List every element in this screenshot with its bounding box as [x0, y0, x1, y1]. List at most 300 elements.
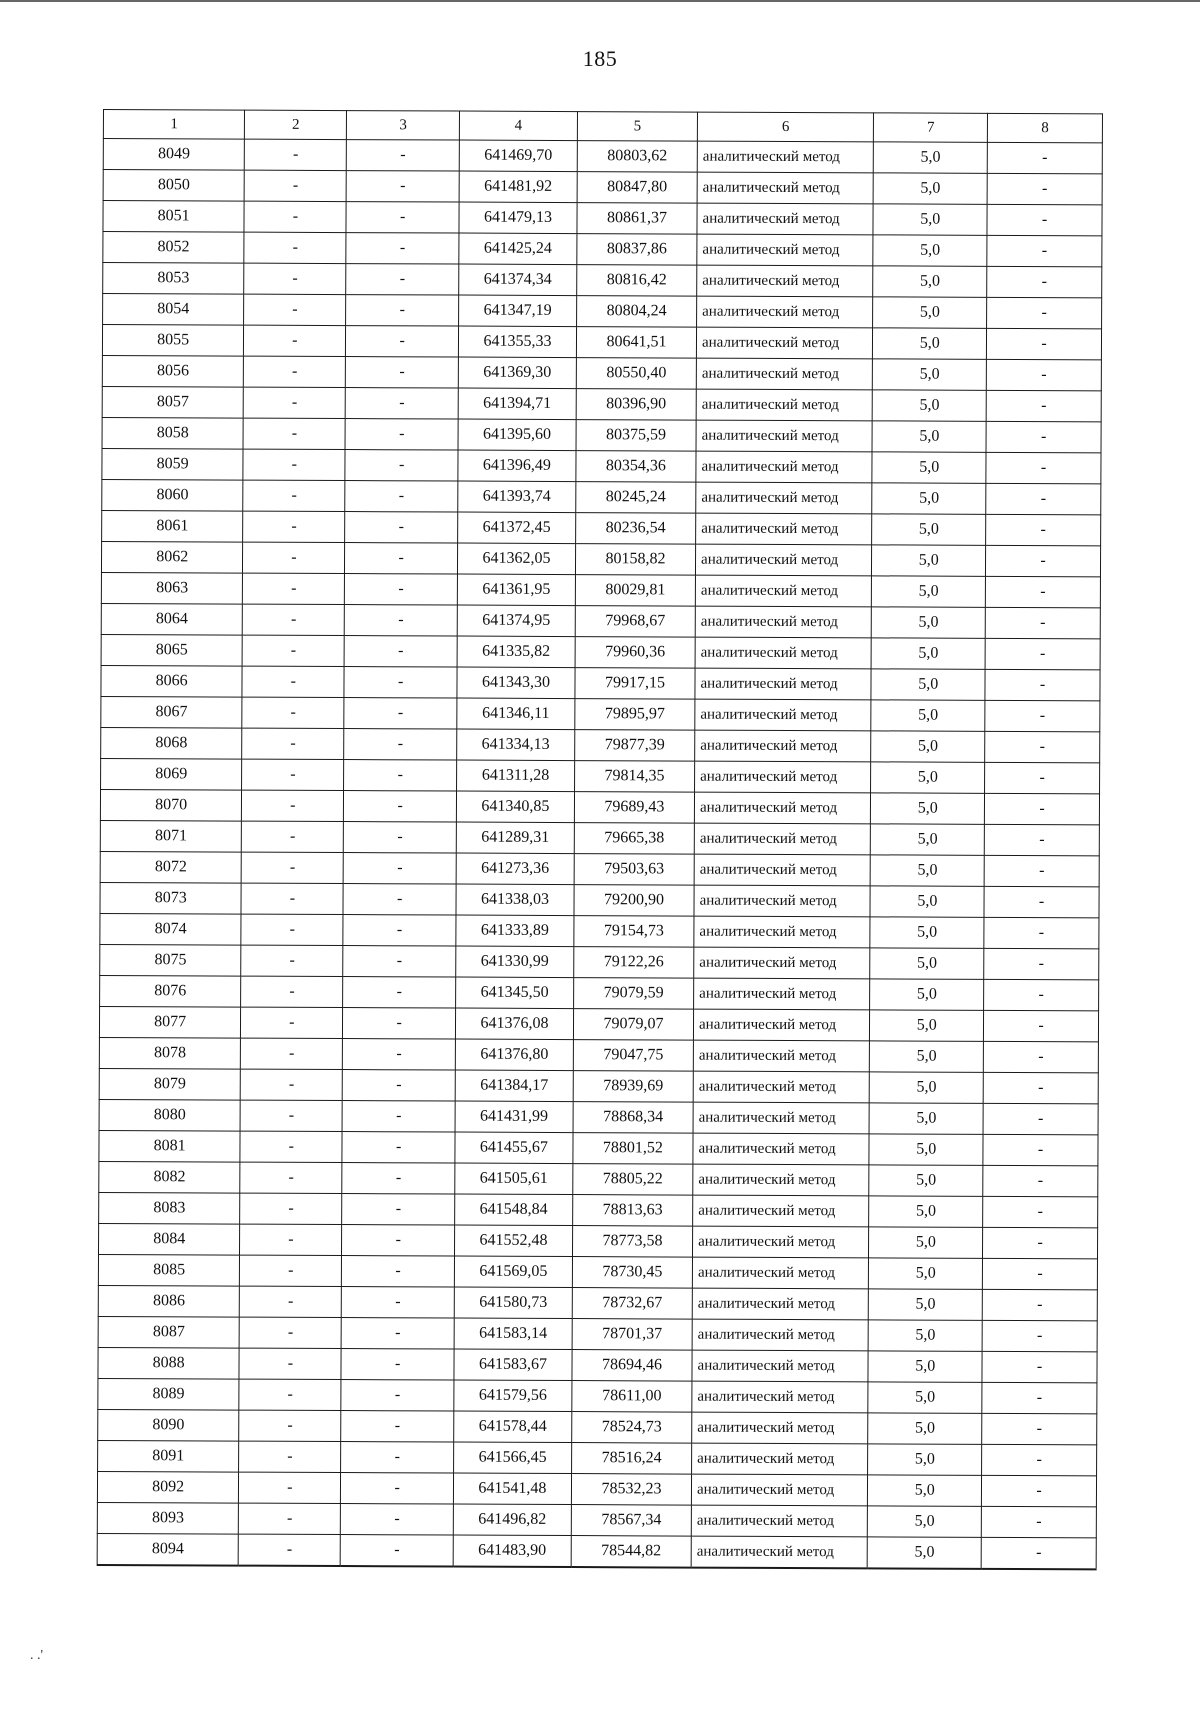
- column-header: 1: [103, 110, 244, 140]
- coordinate-y: 78611,00: [572, 1381, 692, 1413]
- point-number: 8051: [103, 201, 244, 233]
- cell-col8: -: [983, 1227, 1098, 1259]
- method: аналитический метод: [697, 234, 874, 266]
- cell-col8: -: [986, 359, 1101, 391]
- coordinate-y: 79154,73: [574, 916, 694, 948]
- cell-col2: -: [242, 666, 344, 697]
- method: аналитический метод: [697, 265, 874, 297]
- cell-col3: -: [343, 915, 456, 946]
- cell-col2: -: [239, 1410, 341, 1441]
- point-number: 8081: [99, 1130, 240, 1162]
- cell-col3: -: [341, 1411, 454, 1442]
- table-row: [98, 1316, 1097, 1351]
- point-number: 8050: [103, 170, 244, 202]
- coordinate-x: 641372,45: [458, 512, 576, 544]
- table-row: [99, 1068, 1098, 1103]
- table-row: [100, 975, 1099, 1010]
- method: аналитический метод: [696, 420, 873, 452]
- cell-col2: -: [244, 232, 346, 263]
- cell-col2: -: [240, 1162, 342, 1193]
- accuracy: 5,0: [871, 762, 985, 793]
- coordinate-x: 641346,11: [457, 698, 575, 730]
- coordinate-y: 80158,82: [575, 544, 695, 576]
- coordinate-y: 78567,34: [571, 1505, 691, 1537]
- cell-col2: -: [243, 604, 345, 635]
- cell-col2: -: [239, 1348, 341, 1379]
- point-number: 8090: [98, 1409, 239, 1441]
- cell-col2: -: [243, 573, 345, 604]
- accuracy: 5,0: [872, 576, 986, 607]
- cell-col3: -: [342, 1287, 455, 1318]
- cell-col3: -: [346, 202, 459, 233]
- coordinate-x: 641376,08: [455, 1008, 573, 1040]
- coordinate-y: 78813,63: [573, 1195, 693, 1227]
- method: аналитический метод: [693, 1040, 870, 1072]
- method: аналитический метод: [694, 885, 871, 917]
- cell-col8: -: [987, 266, 1102, 298]
- coordinate-x: 641369,30: [458, 357, 576, 389]
- coordinate-y: 80816,42: [577, 265, 697, 297]
- cell-col8: -: [987, 173, 1102, 205]
- point-number: 8094: [97, 1533, 238, 1565]
- coordinate-y: 78701,37: [572, 1319, 692, 1351]
- cell-col3: -: [344, 698, 457, 729]
- point-number: 8069: [101, 758, 242, 790]
- method: аналитический метод: [695, 637, 872, 669]
- cell-col3: -: [345, 450, 458, 481]
- coordinate-y: 80396,90: [576, 389, 696, 421]
- method: аналитический метод: [693, 1009, 870, 1041]
- coordinate-y: 80354,36: [576, 451, 696, 483]
- point-number: 8064: [101, 603, 242, 635]
- cell-col8: -: [985, 607, 1100, 639]
- cell-col2: -: [242, 635, 344, 666]
- coordinate-y: 79917,15: [575, 668, 695, 700]
- cell-col3: -: [341, 1318, 454, 1349]
- cell-col8: -: [983, 1165, 1098, 1197]
- point-number: 8080: [99, 1099, 240, 1131]
- cell-col8: -: [985, 731, 1100, 763]
- method: аналитический метод: [697, 141, 874, 173]
- column-header: 4: [459, 111, 577, 141]
- point-number: 8053: [103, 263, 244, 295]
- table-row: [98, 1440, 1097, 1475]
- coordinate-y: 78532,23: [571, 1474, 691, 1506]
- coordinate-x: 641479,13: [459, 202, 577, 234]
- cell-col8: -: [982, 1475, 1097, 1507]
- accuracy: 5,0: [868, 1382, 982, 1413]
- cell-col3: -: [343, 853, 456, 884]
- point-number: 8058: [102, 417, 243, 449]
- point-number: 8089: [98, 1378, 239, 1410]
- table-row: [101, 634, 1100, 669]
- accuracy: 5,0: [869, 1227, 983, 1258]
- cell-col3: -: [341, 1349, 454, 1380]
- accuracy: 5,0: [870, 917, 984, 948]
- accuracy: 5,0: [872, 421, 986, 452]
- table-row: [103, 232, 1102, 267]
- method: аналитический метод: [693, 1071, 870, 1103]
- accuracy: 5,0: [873, 359, 987, 390]
- cell-col3: -: [344, 822, 457, 853]
- coordinate-y: 79968,67: [575, 606, 695, 638]
- coordinate-x: 641376,80: [455, 1039, 573, 1071]
- method: аналитический метод: [695, 606, 872, 638]
- coordinate-y: 78694,46: [572, 1350, 692, 1382]
- table-row: [102, 355, 1101, 390]
- table-row: [100, 944, 1099, 979]
- coordinate-y: 79200,90: [574, 885, 694, 917]
- cell-col3: -: [345, 481, 458, 512]
- cell-col2: -: [244, 294, 346, 325]
- table-row: [103, 201, 1102, 236]
- accuracy: 5,0: [870, 1041, 984, 1072]
- method: аналитический метод: [692, 1412, 869, 1444]
- cell-col2: -: [242, 728, 344, 759]
- page-number: 185: [582, 46, 618, 71]
- table-row: [100, 913, 1099, 948]
- cell-col3: -: [345, 419, 458, 450]
- cell-col8: -: [987, 297, 1102, 329]
- method: аналитический метод: [694, 978, 871, 1010]
- accuracy: 5,0: [871, 824, 985, 855]
- accuracy: 5,0: [869, 1196, 983, 1227]
- point-number: 8082: [99, 1161, 240, 1193]
- accuracy: 5,0: [871, 669, 985, 700]
- cell-col2: -: [239, 1317, 341, 1348]
- accuracy: 5,0: [871, 855, 985, 886]
- coordinate-y: 80236,54: [576, 513, 696, 545]
- accuracy: 5,0: [869, 1165, 983, 1196]
- cell-col8: -: [986, 483, 1101, 515]
- column-header: 2: [245, 110, 347, 139]
- accuracy: 5,0: [872, 483, 986, 514]
- method: аналитический метод: [692, 1319, 869, 1351]
- cell-col8: -: [984, 1010, 1099, 1042]
- cell-col3: -: [344, 667, 457, 698]
- method: аналитический метод: [695, 699, 872, 731]
- accuracy: 5,0: [872, 545, 986, 576]
- method: аналитический метод: [693, 1226, 870, 1258]
- cell-col3: -: [346, 233, 459, 264]
- cell-col2: -: [240, 1193, 342, 1224]
- coordinate-y: 80375,59: [576, 420, 696, 452]
- accuracy: 5,0: [869, 1289, 983, 1320]
- accuracy: 5,0: [873, 297, 987, 328]
- coordinate-y: 79895,97: [575, 699, 695, 731]
- cell-col8: -: [987, 235, 1102, 267]
- coordinate-x: 641338,03: [456, 884, 574, 916]
- accuracy: 5,0: [870, 886, 984, 917]
- cell-col3: -: [344, 636, 457, 667]
- coordinate-y: 80861,37: [577, 203, 697, 235]
- method: аналитический метод: [696, 513, 873, 545]
- method: аналитический метод: [696, 327, 873, 359]
- cell-col8: -: [982, 1413, 1097, 1445]
- coordinate-x: 641330,99: [456, 946, 574, 978]
- point-number: 8070: [100, 789, 241, 821]
- coordinate-x: 641311,28: [457, 760, 575, 792]
- cell-col2: -: [241, 945, 343, 976]
- cell-col3: -: [346, 357, 459, 388]
- coordinate-x: 641361,95: [457, 574, 575, 606]
- cell-col8: -: [981, 1537, 1096, 1569]
- method: аналитический метод: [695, 668, 872, 700]
- cell-col2: -: [240, 1131, 342, 1162]
- cell-col2: -: [240, 1224, 342, 1255]
- point-number: 8052: [103, 232, 244, 264]
- point-number: 8073: [100, 882, 241, 914]
- cell-col3: -: [342, 1225, 455, 1256]
- cell-col8: -: [985, 762, 1100, 794]
- cell-col3: -: [346, 388, 459, 419]
- coordinate-y: 78939,69: [573, 1071, 693, 1103]
- point-number: 8057: [102, 386, 243, 418]
- cell-col8: -: [982, 1351, 1097, 1383]
- point-number: 8062: [101, 541, 242, 573]
- coordinate-y: 80803,62: [577, 141, 697, 173]
- cell-col8: -: [986, 390, 1101, 422]
- cell-col8: -: [982, 1382, 1097, 1414]
- method: аналитический метод: [697, 296, 874, 328]
- coordinate-x: 641579,56: [454, 1380, 572, 1412]
- cell-col2: -: [242, 697, 344, 728]
- method: аналитический метод: [693, 1195, 870, 1227]
- table-row: [98, 1254, 1097, 1289]
- table-row: [103, 139, 1102, 174]
- cell-col3: -: [341, 1380, 454, 1411]
- cell-col2: -: [243, 511, 345, 542]
- coordinate-x: 641469,70: [459, 140, 577, 172]
- table-row: [100, 820, 1099, 855]
- coordinate-x: 641355,33: [458, 326, 576, 358]
- cell-col3: -: [341, 1504, 454, 1535]
- coordinate-y: 78732,67: [572, 1288, 692, 1320]
- table-row: [98, 1285, 1097, 1320]
- accuracy: 5,0: [871, 731, 985, 762]
- coordinate-x: 641347,19: [459, 295, 577, 327]
- cell-col8: -: [982, 1444, 1097, 1476]
- table-row: [99, 1006, 1098, 1041]
- point-number: 8061: [102, 510, 243, 542]
- coordinate-x: 641481,92: [459, 171, 577, 203]
- accuracy: 5,0: [872, 638, 986, 669]
- cell-col2: -: [244, 201, 346, 232]
- coordinate-y: 79665,38: [574, 823, 694, 855]
- coordinate-x: 641335,82: [457, 636, 575, 668]
- accuracy: 5,0: [868, 1351, 982, 1382]
- cell-col8: -: [986, 452, 1101, 484]
- coordinate-x: 641394,71: [458, 388, 576, 420]
- table-row: [98, 1378, 1097, 1413]
- coordinate-x: 641541,48: [453, 1473, 571, 1505]
- accuracy: 5,0: [873, 204, 987, 235]
- coordinate-y: 78805,22: [573, 1164, 693, 1196]
- coordinate-x: 641496,82: [453, 1504, 571, 1536]
- cell-col3: -: [342, 1132, 455, 1163]
- accuracy: 5,0: [873, 235, 987, 266]
- cell-col2: -: [239, 1441, 341, 1472]
- accuracy: 5,0: [870, 1072, 984, 1103]
- coordinate-x: 641566,45: [454, 1442, 572, 1474]
- accuracy: 5,0: [870, 979, 984, 1010]
- coordinate-y: 79079,07: [573, 1009, 693, 1041]
- cell-col3: -: [343, 946, 456, 977]
- coordinate-y: 80245,24: [576, 482, 696, 514]
- coordinate-x: 641583,67: [454, 1349, 572, 1381]
- table-row: [99, 1099, 1098, 1134]
- accuracy: 5,0: [872, 607, 986, 638]
- coordinate-y: 78868,34: [573, 1102, 693, 1134]
- cell-col8: -: [985, 669, 1100, 701]
- coordinate-y: 79122,26: [574, 947, 694, 979]
- coordinate-x: 641374,95: [457, 605, 575, 637]
- table-row: [97, 1533, 1096, 1569]
- cell-col8: -: [983, 1134, 1098, 1166]
- table-row: [101, 572, 1100, 607]
- method: аналитический метод: [696, 389, 873, 421]
- cell-col2: -: [241, 976, 343, 1007]
- coordinate-x: 641362,05: [457, 543, 575, 575]
- cell-col3: -: [345, 543, 458, 574]
- accuracy: 5,0: [873, 328, 987, 359]
- coordinate-y: 80804,24: [577, 296, 697, 328]
- cell-col2: -: [240, 1286, 342, 1317]
- cell-col3: -: [343, 977, 456, 1008]
- accuracy: 5,0: [872, 452, 986, 483]
- cell-col3: -: [342, 1101, 455, 1132]
- point-number: 8071: [100, 820, 241, 852]
- point-number: 8085: [98, 1254, 239, 1286]
- point-number: 8086: [98, 1285, 239, 1317]
- column-header: 7: [874, 113, 988, 142]
- cell-col2: -: [244, 170, 346, 201]
- coordinate-x: 641569,05: [454, 1256, 572, 1288]
- method: аналитический метод: [696, 482, 873, 514]
- coordinate-x: 641580,73: [454, 1287, 572, 1319]
- table-row: [100, 789, 1099, 824]
- method: аналитический метод: [694, 947, 871, 979]
- cell-col2: -: [241, 883, 343, 914]
- cell-col8: -: [987, 328, 1102, 360]
- cell-col3: -: [345, 574, 458, 605]
- column-header: 6: [697, 112, 874, 142]
- cell-col8: -: [985, 576, 1100, 608]
- accuracy: 5,0: [869, 1103, 983, 1134]
- coordinate-x: 641425,24: [459, 233, 577, 265]
- method: аналитический метод: [697, 172, 874, 204]
- method: аналитический метод: [692, 1350, 869, 1382]
- table-row: [103, 294, 1102, 329]
- column-header: 3: [347, 111, 460, 140]
- method: аналитический метод: [692, 1443, 869, 1475]
- coordinate-x: 641334,13: [457, 729, 575, 761]
- method: аналитический метод: [693, 1164, 870, 1196]
- method: аналитический метод: [696, 358, 873, 390]
- method: аналитический метод: [692, 1381, 869, 1413]
- column-header: 5: [577, 112, 697, 142]
- method: аналитический метод: [696, 451, 873, 483]
- accuracy: 5,0: [868, 1537, 982, 1569]
- point-number: 8067: [101, 696, 242, 728]
- point-number: 8091: [98, 1440, 239, 1472]
- cell-col3: -: [345, 512, 458, 543]
- coordinate-y: 78773,58: [572, 1226, 692, 1258]
- method: аналитический метод: [694, 916, 871, 948]
- method: аналитический метод: [695, 575, 872, 607]
- method: аналитический метод: [697, 203, 874, 235]
- table-row: [101, 603, 1100, 638]
- table-row: [101, 665, 1100, 700]
- table-body: [97, 110, 1102, 1570]
- method: аналитический метод: [694, 823, 871, 855]
- cell-col8: -: [984, 979, 1099, 1011]
- table-row: [103, 263, 1102, 298]
- cell-col8: -: [982, 1289, 1097, 1321]
- table-row: [99, 1223, 1098, 1258]
- cell-col8: -: [985, 700, 1100, 732]
- cell-col3: -: [344, 760, 457, 791]
- point-number: 8068: [101, 727, 242, 759]
- point-number: 8075: [100, 944, 241, 976]
- method: аналитический метод: [694, 792, 871, 824]
- cell-col8: -: [987, 142, 1102, 174]
- accuracy: 5,0: [874, 173, 988, 204]
- coordinate-x: 641455,67: [455, 1132, 573, 1164]
- table-row: [102, 510, 1101, 545]
- cell-col2: -: [241, 852, 343, 883]
- cell-col8: -: [985, 793, 1100, 825]
- cell-col3: -: [346, 295, 459, 326]
- cell-col3: -: [341, 1535, 454, 1567]
- method: аналитический метод: [693, 1102, 870, 1134]
- cell-col8: -: [984, 824, 1099, 856]
- table-row: [101, 541, 1100, 576]
- cell-col2: -: [242, 821, 344, 852]
- cell-col8: -: [983, 1072, 1098, 1104]
- accuracy: 5,0: [871, 793, 985, 824]
- cell-col8: -: [986, 545, 1101, 577]
- cell-col8: -: [987, 204, 1102, 236]
- point-number: 8088: [98, 1347, 239, 1379]
- table-row: [101, 696, 1100, 731]
- coordinate-x: 641273,36: [456, 853, 574, 885]
- coordinate-y: 79047,75: [573, 1040, 693, 1072]
- point-number: 8059: [102, 448, 243, 480]
- cell-col2: -: [242, 759, 344, 790]
- method: аналитический метод: [691, 1474, 868, 1506]
- coordinate-y: 79689,43: [574, 792, 694, 824]
- method: аналитический метод: [695, 730, 872, 762]
- point-number: 8079: [99, 1068, 240, 1100]
- accuracy: 5,0: [872, 514, 986, 545]
- coordinate-x: 641345,50: [456, 977, 574, 1009]
- coordinate-x: 641548,84: [455, 1194, 573, 1226]
- scan-artifact-mark: . .': [30, 1648, 44, 1663]
- table-row: [102, 417, 1101, 452]
- method: аналитический метод: [693, 1133, 870, 1165]
- table-header-row: [103, 110, 1102, 143]
- coordinate-x: 641396,49: [458, 450, 576, 482]
- table-row: [101, 727, 1100, 762]
- table-row: [98, 1409, 1097, 1444]
- accuracy: 5,0: [871, 700, 985, 731]
- cell-col3: -: [341, 1442, 454, 1473]
- coordinate-y: 79814,35: [574, 761, 694, 793]
- coordinate-y: 79079,59: [574, 978, 694, 1010]
- table-row: [100, 851, 1099, 886]
- table-row: [102, 325, 1101, 360]
